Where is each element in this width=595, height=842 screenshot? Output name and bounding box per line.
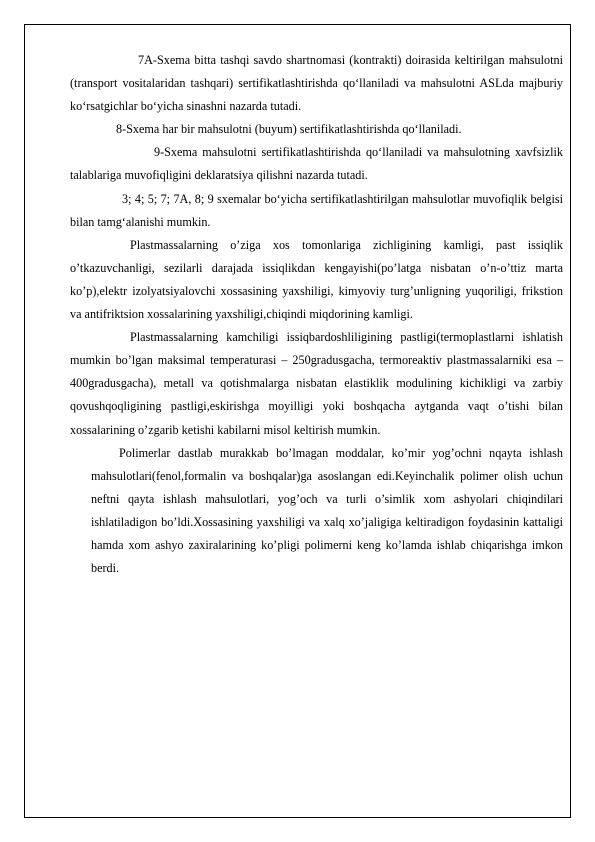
paragraph-plastics-disadvantages: Plastmassalarning kamchiligi issiqbardoshliligining pastligi(termoplastlarni ishlatish mumkin bo’lgan maksimal temperaturasi – 250gradusgacha, termoreaktiv plastmassalarniki esa – 400gradusgacha), metall va qotishmalarga nisbatan elastiklik modulining kichikligi va zarbiy qovushqoqligining pastligi,eskirishga moyilligi yoki boshqacha aytganda vaqt o’tishi bilan xossalarining o’zgarib ketishi kabilarni misol keltirish mumkin. [70,330,563,437]
document-body [70,49,563,580]
paragraph-plastics-advantages: Plastmassalarning o’ziga xos tomonlariga zichligining kamligi, past issiqlik o’tkazuvchanligi, sezilarli darajada issiqlikdan kengayishi(po’latga nisbatan o’n-o’ttiz marta ko’p),elektr izolyatsiyalovchi xossasining yaxshiligi, kimyoviy turg’unligning yuqoriligi, frikstion va antifriktsion xossalarining yaxshiligi,chiqindi miqdorining kamligi. [70,237,563,322]
paragraph-scheme-9: 9-Sxema mahsulotni sertifikatlashtirishda qo‘llaniladi va mahsulotning xavfsizlik talablariga muvofiqligini deklaratsiya qilishni nazarda tutadi. [70,145,563,183]
paragraph-conformity-mark: 3; 4; 5; 7; 7A, 8; 9 sxemalar bo‘yicha sertifikatlashtirilgan mahsulotlar muvofiqlik belgisi bilan tamg‘alanishi mumkin. [70,191,563,229]
paragraph-scheme-7a: 7A-Sxema bitta tashqi savdo shartnomasi (kontrakti) doirasida keltirilgan mahsulotni (transport vositalaridan tashqari) sertifikatlashtirishda qo‘llaniladi va mahsulotni ASLda majburiy ko‘rsatgichlar bo‘yicha sinashni nazarda tutadi. [70,53,563,114]
paragraph-polymers-history: Polimerlar dastlab murakkab bo’lmagan moddalar, ko’mir yog’ochni nqayta ishlash mahsulotlari(fenol,formalin va boshqalar)ga asoslangan edi.Keyinchalik polimer olish uchun neftni qayta ishlash mahsulotlari, yog’och va turli o’simlik xom ashyolari chiqindilari ishlatiladigon bo’ldi.Xossasining yaxshiligi va xalq xo’jaligiga keltiradigon foydasinin kattaligi hamda xom ashyo zaxiralarining ko’pligi polimerni keng ko’lamda ishlab chiqarishga imkon berdi. [91,445,563,576]
paragraph-scheme-8: 8-Sxema har bir mahsulotni (buyum) sertifikatlashtirishda qo‘llaniladi. [116,122,462,137]
